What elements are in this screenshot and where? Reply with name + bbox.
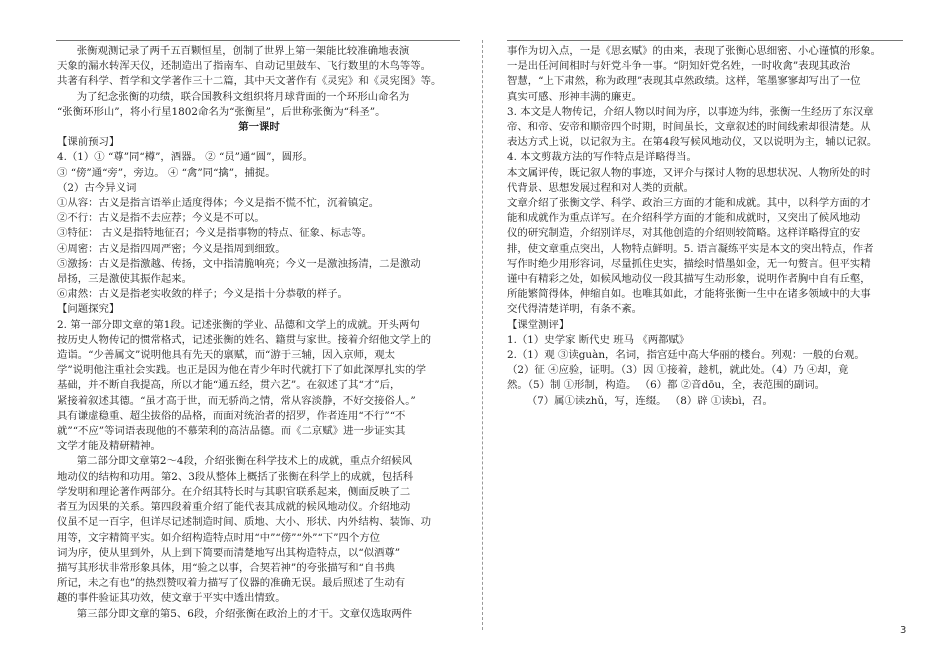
body-line: 4.（1）① “尊”同“樽”，酒器。 ② “员”通“圆”，圆形。 [57, 151, 313, 164]
body-line: 共著有科学、哲学和文学著作三十二篇，其中天文著作有《灵宪》和《灵宪图》等。 [57, 75, 442, 88]
body-line: ③特征： 古义是指特地征召；今义是指事物的特点、征象、标志等。 [57, 227, 373, 240]
body-line: 为了纪念张衡的功绩，联合国教科文组织将月球背面的一个环形山命名为 [76, 90, 410, 103]
section-heading: 第一课时 [238, 121, 280, 134]
body-line: ⑥肃然：古义是指老实收敛的样子；今义是指十分恭敬的样子。 [57, 288, 348, 301]
body-line: （2）征 ④应验，证明。（3）因 ①接着，趁机，就此处。（4）乃 ④却，竟 [507, 364, 849, 377]
top-rule-left [56, 40, 460, 41]
body-line: 本文属评传，既记叙人物的事迹，又评介与探讨人物的思想状况、人物所处的时 [507, 166, 871, 179]
right-column [507, 44, 903, 409]
body-line: 3. 本文是人物传记，介绍人物以时间为序，以事迹为纬，张衡一生经历了东汉章 [507, 105, 874, 118]
body-line: “张衡环形山”，将小行星1802命名为“张衡星”，后世称张衡为“科圣”。 [57, 105, 386, 118]
top-rule-right [507, 40, 903, 41]
body-line: 紧接着叙述其德。“虽才高于世，而无骄尚之情，常从容淡静，不好交接俗人。” [57, 394, 416, 407]
body-line: 造诣。“少善属文”说明他具有先天的禀赋，而“游于三辅，因入京师，观太 [57, 349, 396, 362]
column-divider [482, 40, 483, 630]
body-line: 天象的漏水转浑天仪，还制造出了指南车、自动记里鼓车、飞行数里的木鸟等等。 [57, 60, 432, 73]
page-number: 3 [900, 625, 907, 636]
body-line: 学”说明他注重社会实践。也正是因为他在青少年时代就打下了如此深厚扎实的学 [57, 364, 426, 377]
body-line: 4. 本文剪裁方法的写作特点是详略得当。 [507, 151, 697, 164]
body-line: 2.（1）观 ③读guàn，名词，指宫廷中高大华丽的楼台。列观：一般的台观。 [507, 349, 865, 362]
body-line: 排，使文章重点突出，人物特点鲜明。5. 语言凝练平实是本文的突出特点，作者 [507, 242, 874, 255]
body-line: （2）古今异义词 [57, 181, 137, 194]
body-line: 描写其形状非常形象具体，用“验之以事，合契若神”的夸张描写和“自书典 [57, 561, 396, 574]
body-line: 表达方式上说，以记叙为主。在第4段写候风地动仪，又以说明为主，辅以记叙。 [507, 136, 878, 149]
body-line: 就”“不应”等词语表现他的不慕荣利的高洁品德。而《二京赋》进一步证实其 [57, 425, 406, 438]
body-line: 用等，文字精简平实。如介绍构造特点时用“中”“傍”“外”“下”四个方位 [57, 531, 381, 544]
body-line: 基础，并不断自我提高，所以才能“通五经，贯六艺”。在叙述了其“才”后， [57, 379, 401, 392]
body-line: ④周密：古义是指四周严密；今义是指周到细致。 [57, 242, 286, 255]
body-line: 仪虽不足一百字，但详尽记述制造时间、质地、大小、形状、内外结构、装饰、功 [57, 516, 432, 529]
body-line: 第二部分即文章第2～4段，介绍张衡在科学技术上的成就，重点介绍候风 [76, 455, 413, 468]
body-line: ③ “傍”通“旁”，旁边。 ④ “禽”同“擒”，捕捉。 [57, 166, 276, 179]
body-line: 能和成就作为重点详写。在介绍科学方面的才能和成就时，又突出了候风地动 [507, 212, 861, 225]
body-line: 文章介绍了张衡文学、科学、政治三方面的才能和成就。其中，以科学方面的才 [507, 197, 871, 210]
body-line: 1.（1）史学家 断代史 班马 《两都赋》 [507, 333, 690, 346]
body-line: 然。（5）制 ①形制，构造。 （6）都 ②音dōu，全，表范围的副词。 [507, 379, 826, 392]
body-line: ①从容：古义是指言语举止适度得体；今义是指不慌不忙，沉着镇定。 [57, 197, 380, 210]
body-line: 谨中有精彩之处，如候风地动仪一段其描写生动形象，说明作者胸中自有丘壑， [507, 273, 871, 286]
body-line: 交代得清楚详明，有条不紊。 [507, 303, 643, 316]
body-line: 文学才能及精研精神。 [57, 440, 161, 453]
body-line: 第三部分即文章的第5、6段，介绍张衡在政治上的才干。文章仅选取两件 [76, 607, 413, 620]
subsection-heading: 【课前预习】 [57, 136, 120, 149]
body-line: ②不行：古义是指不去应荐；今义是不可以。 [57, 212, 265, 225]
left-column [57, 44, 461, 622]
body-line: 2. 第一部分即文章的第1段。记述张衡的学业、品德和文学上的成就。开头两句 [57, 318, 420, 331]
body-line: 写作时绝少用形容词，尽量抓住史实，描绘时惜墨如金，无一句赘言。但平实精 [507, 257, 871, 270]
body-line: 地动仪的结构和功用。第2、3段从整体上概括了张衡在科学上的成就，包括科 [57, 470, 414, 483]
body-line: 者互为因果的关系。第四段着重介绍了能代表其成就的候风地动仪。介绍地动 [57, 501, 411, 514]
subsection-heading: 【问题探究】 [57, 303, 120, 316]
body-line: 具有谦虚稳重、超尘拔俗的品格，而面对统治者的招罗，作者连用“不行”“不 [57, 409, 406, 422]
body-line: 真实可感、形神丰满的廉吏。 [507, 90, 643, 103]
body-line: 趣的事件验证其功效，使文章于平实中透出情致。 [57, 592, 286, 605]
body-line: 按历史人物传记的惯常格式，记述张衡的姓名、籍贯与家世。接着介绍他文学上的 [57, 333, 432, 346]
body-line: 所能繁简得体，伸缩自如。也唯其如此，才能将张衡一生中在诸多领域中的大事 [507, 288, 871, 301]
body-line: 所记，未之有也”的热烈赞叹着力描写了仪器的准确无误。最后照述了生动有 [57, 577, 406, 590]
body-line: （7）属①读zhǔ，写，连缀。 （8）辟 ①读bì，召。 [526, 394, 773, 407]
body-line: 词为序，使从里到外，从上到下简要而清楚地写出其构造特点，以“似酒尊” [57, 546, 401, 559]
body-line: 学发明和理论著作两部分。在介绍其特长时与其职官联系起来，侧面反映了二 [57, 485, 411, 498]
body-line: 帝、和帝、安帝和顺帝四个时期，时间虽长，文章叙述的时间线索却很清楚。从 [507, 121, 871, 134]
subsection-heading: 【课堂测评】 [507, 318, 570, 331]
body-line: 智慧，“上下肃然，称为政理”表现其卓然政绩。这样，笔墨寥寥却写出了一位 [507, 75, 861, 88]
body-line: 事作为切入点，一是《思玄赋》的由来，表现了张衡心思细密、小心谨慎的形象。 [507, 45, 882, 57]
body-line: 张衡观测记录了两千五百颗恒星，创制了世界上第一架能比较准确地表演 [76, 45, 410, 57]
body-line: 代背景、思想发展过程和对人类的贡献。 [507, 181, 695, 194]
body-line: 一是出任河间相时与奸党斗争一事。“阴知奸党名姓，一时收禽”表现其政治 [507, 60, 851, 73]
body-line: 仪的研究制造，介绍别详尽，对其他创造的介绍则较简略。这样详略得宜的安 [507, 227, 861, 240]
body-line: 昂扬，三是激使其振作起来。 [57, 273, 193, 286]
body-line: ⑤激扬：古义是指激越、传扬，文中指清脆响亮；今义一是激浊扬清，二是激动 [57, 257, 421, 270]
